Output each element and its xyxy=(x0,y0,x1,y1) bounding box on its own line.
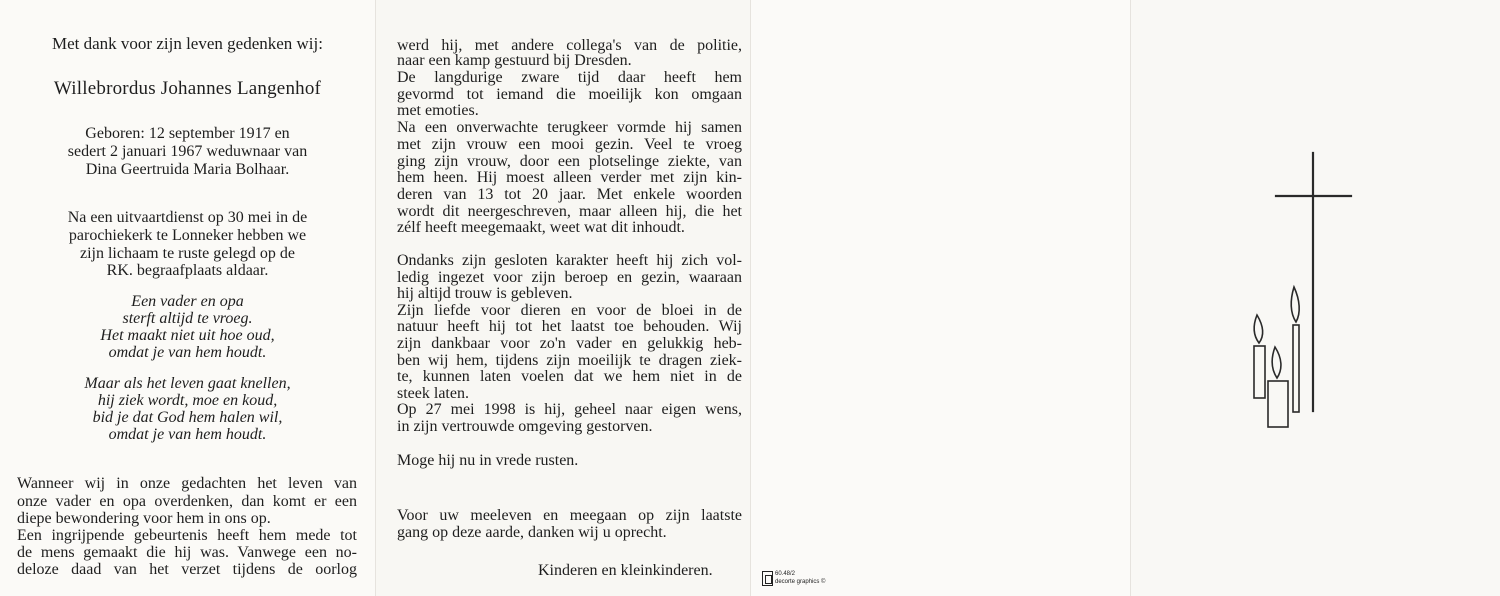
poem-line: omdat je van hem houdt. xyxy=(108,344,267,361)
thanks-line: Voor uw meeleven en meegaan op zijn laatste xyxy=(397,507,742,524)
flame-left xyxy=(1254,315,1262,343)
fold-line xyxy=(375,0,376,596)
poem-line: Het maakt niet uit hoe oud, xyxy=(100,327,275,344)
signature: Kinderen en kleinkinderen. xyxy=(538,562,713,579)
intro-text: Met dank voor zijn leven gedenken wij: xyxy=(52,34,323,53)
deceased-name: Willebrordus Johannes Langenhof xyxy=(53,78,322,99)
body-line: in zijn vertrouwde omgeving gestorven. xyxy=(397,418,653,435)
body-line: werd hij, met andere collega's van de politie, xyxy=(397,37,742,54)
funeral-line: Na een uitvaartdienst op 30 mei in de xyxy=(67,209,308,226)
body-line: steek laten. xyxy=(397,385,469,402)
body-line: Op 27 mei 1998 is hij, geheel naar eigen wens, xyxy=(397,401,742,418)
poem-line: hij ziek wordt, moe en koud, xyxy=(97,392,278,409)
imprint-brand: decorte graphics © xyxy=(775,579,826,585)
poem-line: omdat je van hem houdt. xyxy=(108,426,267,443)
cross-and-candles-icon xyxy=(1240,145,1370,435)
body-line: Ondanks zijn gesloten karakter heeft hij zich vol- xyxy=(397,252,742,269)
fold-line xyxy=(750,0,751,596)
candle-front xyxy=(1268,381,1288,427)
body-line: met emoties. xyxy=(397,102,479,119)
body-line: natuur heeft hij tot het laatst toe behouden. Wij xyxy=(397,318,742,335)
thanks-line: gang op deze aarde, danken wij u oprecht. xyxy=(397,524,667,541)
story-line: diepe bewondering voor hem in ons op. xyxy=(17,510,271,527)
body-line: zélf heeft meegemaakt, weet wat dit inhoudt. xyxy=(397,219,685,236)
body-line: Zijn liefde voor dieren en voor de bloei in de xyxy=(397,302,742,319)
body-line: deren van 13 tot 20 jaar. Met enkele woorden xyxy=(397,186,742,203)
body-line: te, kunnen laten voelen dat we hem niet in de xyxy=(397,368,742,385)
funeral-line: zijn lichaam te ruste gelegd op de xyxy=(79,245,296,262)
body-line: gevormd tot iemand die moeilijk kon omgaan xyxy=(397,86,742,103)
poem-line: Een vader en opa xyxy=(131,293,244,310)
story-line: Een ingrijpende gebeurtenis heeft hem mede tot xyxy=(17,527,357,544)
fold-line xyxy=(1130,0,1131,596)
body-line: hem heen. Hij moest alleen verder met zijn kin- xyxy=(397,169,742,186)
body-line: hij altijd trouw is gebleven. xyxy=(397,285,573,302)
poem-line: bid je dat God hem halen wil, xyxy=(92,409,283,426)
candle-tall xyxy=(1293,325,1299,412)
body-line: ledig ingezet voor zijn beroep en gezin, waaraan xyxy=(397,269,742,286)
story-line: Wanneer wij in onze gedachten het leven van xyxy=(17,475,357,492)
body-line: naar een kamp gestuurd bij Dresden. xyxy=(397,52,632,69)
flame-front xyxy=(1272,347,1281,378)
story-line: deloze daad van het verzet tijdens de oorlog xyxy=(17,561,357,578)
body-line: ben wij hem, tijdens zijn moeilijk te dragen ziek- xyxy=(397,352,742,369)
poem-line: Maar als het leven gaat knellen, xyxy=(84,375,291,392)
birth-line: Geboren: 12 september 1917 en xyxy=(85,125,290,142)
flame-tall xyxy=(1291,287,1299,322)
body-line: ging zijn vrouw, door een plotselinge ziekte, van xyxy=(397,153,742,170)
imprint-code: 60.48/2 xyxy=(775,571,796,577)
story-line: onze vader en opa overdenken, dan komt er een xyxy=(17,493,357,510)
funeral-line: parochiekerk te Lonneker hebben we xyxy=(68,227,307,244)
birth-line: Dina Geertruida Maria Bolhaar. xyxy=(85,161,290,178)
card-panel-blank xyxy=(750,0,1130,596)
funeral-line: RK. begraafplaats aldaar. xyxy=(106,262,269,279)
printer-logo-icon xyxy=(762,571,773,586)
rest-line: Moge hij nu in vrede rusten. xyxy=(397,452,579,469)
body-line: De langdurige zware tijd daar heeft hem xyxy=(397,69,742,86)
body-line: Na een onverwachte terugkeer vormde hij samen xyxy=(397,119,742,136)
body-line: wordt dit neergeschreven, maar alleen hij, die het xyxy=(397,203,742,220)
poem-line: sterft altijd te vroeg. xyxy=(122,310,253,327)
story-line: de mens gemaakt die hij was. Vanwege een no- xyxy=(17,544,357,561)
birth-line: sedert 2 januari 1967 weduwnaar van xyxy=(67,143,308,160)
candle-left xyxy=(1254,346,1265,398)
body-line: zijn dankbaar voor zo'n vader en gelukkig heb- xyxy=(397,335,742,352)
body-line: met zijn vrouw een mooi gezin. Veel te vroeg xyxy=(397,136,742,153)
